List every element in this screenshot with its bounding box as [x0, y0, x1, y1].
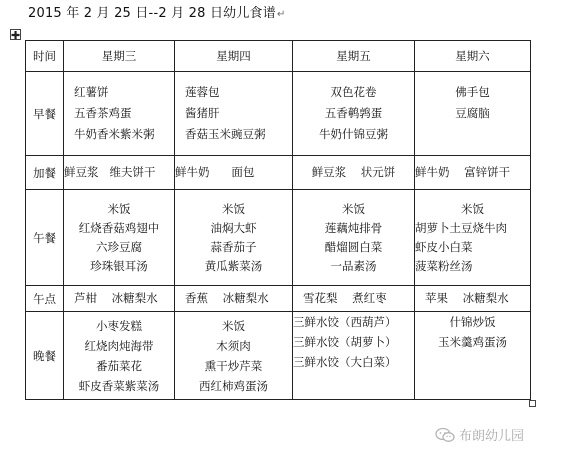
dish: 红烧香菇鸡翅中 [78, 220, 160, 235]
dish: 牛奶香米紫米粥 [74, 127, 155, 141]
header-row [26, 41, 531, 72]
dish: 虾皮小白菜 [415, 239, 473, 254]
dish: 黄瓜紫菜汤 [204, 258, 263, 273]
dish: 玉米羹鸡蛋汤 [438, 335, 507, 349]
menu-cell [415, 190, 531, 286]
menu-cell [64, 72, 175, 156]
wechat-icon [435, 427, 455, 443]
meal-row-snack [26, 156, 531, 190]
meal-label: 晚餐 [26, 312, 64, 400]
dish: 油焖大虾 [210, 220, 257, 235]
header-day-thursday: 星期四 [175, 41, 293, 72]
menu-cell [64, 312, 175, 400]
dish: 鲜豆浆 状元饼 [311, 165, 396, 179]
dish: 红烧肉炖海带 [84, 338, 154, 353]
menu-cell [175, 190, 293, 286]
menu-cell [175, 156, 293, 190]
menu-cell [415, 286, 531, 312]
menu-cell [64, 286, 175, 312]
meal-label: 午餐 [26, 190, 64, 286]
meal-row-breakfast [26, 72, 531, 156]
dish: 醋熘圆白菜 [324, 239, 383, 254]
header-day-saturday: 星期六 [415, 41, 531, 72]
menu-cell [175, 312, 293, 400]
dish: 红薯饼 [74, 85, 109, 99]
paragraph-mark: ↵ [276, 9, 286, 20]
dish: 鲜牛奶 富锌饼干 [415, 165, 511, 179]
dish: 小枣发糕 [96, 318, 142, 333]
header-time-label: 时间 [26, 41, 64, 72]
dish: 牛奶什锦豆粥 [319, 127, 388, 141]
meal-row-afternoon-snack [26, 286, 531, 312]
dish: 米饭 [342, 201, 365, 216]
dish: 鲜牛奶 面包 [175, 165, 255, 179]
meal-label: 午点 [26, 286, 64, 312]
menu-cell [415, 312, 531, 400]
menu-cell [293, 190, 415, 286]
dish: 木须肉 [216, 338, 251, 353]
menu-table [25, 40, 531, 400]
dish: 苹果 冰糖梨水 [425, 291, 509, 305]
dish: 蒜香茄子 [210, 239, 257, 254]
header-day-wednesday: 星期三 [64, 41, 175, 72]
table-resize-handle[interactable] [529, 400, 536, 407]
meal-row-lunch [26, 190, 531, 286]
dish: 莲蓉包 [185, 85, 220, 99]
dish: 米饭 [461, 201, 484, 216]
dish: 鲜豆浆 维夫饼干 [64, 165, 156, 179]
dish: 米饭 [107, 201, 131, 216]
menu-cell [415, 72, 531, 156]
dish: 三鲜水饺（西葫芦） [293, 315, 397, 329]
menu-cell [64, 156, 175, 190]
menu-cell [293, 312, 415, 400]
dish: 西红柿鸡蛋汤 [199, 378, 268, 393]
dish: 米饭 [222, 318, 245, 333]
dish: 珍珠银耳汤 [90, 258, 148, 273]
dish: 酱猪肝 [185, 106, 220, 120]
menu-cell [64, 190, 175, 286]
page-title: 2015 年 2 月 25 日--2 月 28 日幼儿食谱↵ [28, 6, 286, 21]
dish: 豆腐脑 [455, 106, 490, 120]
dish: 五香茶鸡蛋 [74, 106, 132, 120]
dish: 五香鹌鹑蛋 [324, 106, 383, 120]
dish: 三鲜水饺（胡萝卜） [293, 335, 397, 349]
header-day-friday: 星期五 [293, 41, 415, 72]
dish: 六珍豆腐 [96, 239, 142, 254]
dish: 莲藕炖排骨 [324, 220, 383, 235]
dish: 菠菜粉丝汤 [415, 258, 473, 273]
dish: 佛手包 [455, 85, 490, 99]
menu-cell [175, 286, 293, 312]
watermark [435, 425, 524, 444]
dish: 香菇玉米豌豆粥 [185, 127, 266, 141]
dish: 米饭 [222, 201, 245, 216]
dish: 熏干炒芹菜 [204, 358, 263, 373]
dish: 胡萝卜土豆烧牛肉 [415, 220, 507, 235]
table-move-handle-icon[interactable]: ✚ [11, 29, 21, 42]
dish: 香蕉 冰糖梨水 [185, 291, 269, 305]
dish: 雪花梨 煮红枣 [303, 291, 387, 305]
menu-cell [175, 72, 293, 156]
menu-cell [415, 156, 531, 190]
watermark-text: 布朗幼儿园 [459, 429, 525, 444]
dish: 三鲜水饺（大白菜） [293, 355, 397, 369]
dish: 双色花卷 [330, 85, 377, 99]
menu-cell [293, 72, 415, 156]
meal-row-dinner [26, 312, 531, 400]
dish: 芦柑 冰糖梨水 [74, 291, 158, 305]
meal-label: 加餐 [26, 156, 64, 190]
dish: 虾皮香菜紫菜汤 [78, 378, 160, 393]
dish: 番茄菜花 [96, 358, 142, 373]
dish: 什锦炒饭 [449, 315, 496, 329]
meal-label: 早餐 [26, 72, 64, 156]
menu-cell [293, 156, 415, 190]
menu-cell [293, 286, 415, 312]
dish: 一品素汤 [330, 258, 377, 273]
